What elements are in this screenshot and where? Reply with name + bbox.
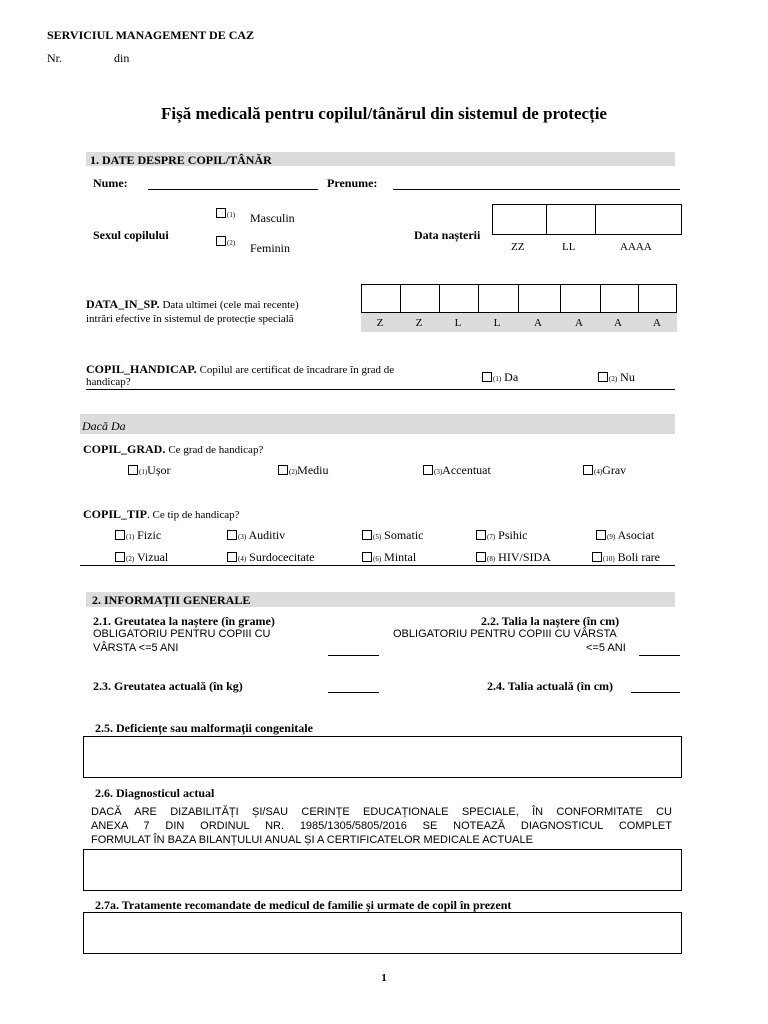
page-number: 1: [381, 972, 387, 984]
type-option-boli-rare[interactable]: (10) Boli rare: [592, 550, 660, 565]
type-option-vizual[interactable]: (2) Vizual: [115, 550, 168, 565]
diagnosis-note-line3: FORMULAT ÎN BAZA BILANȚULUI ANUAL ȘI A CERTIFICATELOR MEDICALE ACTUALE: [91, 834, 533, 846]
checkbox-type-auditiv[interactable]: [227, 530, 237, 540]
data-in-sp-text1: Data ultimei (cele mai recente): [162, 299, 299, 311]
grade-option-usor[interactable]: (1)Ușor: [128, 463, 171, 478]
current-weight-label: 2.3. Greutatea actuală (în kg): [93, 679, 243, 693]
checkbox-male[interactable]: [216, 208, 226, 218]
checkbox-handicap-yes[interactable]: [482, 372, 492, 382]
entry-date-divider: [560, 285, 561, 312]
checkbox-grade-usor[interactable]: [128, 465, 138, 475]
handicap-option-no[interactable]: (2) Nu: [598, 370, 635, 385]
current-height-label: 2.4. Talia actuală (în cm): [487, 679, 614, 693]
checkbox-type-somatic[interactable]: [362, 530, 372, 540]
if-yes-bar: [80, 414, 675, 434]
entry-date-boxes[interactable]: [361, 284, 677, 313]
checkbox-type-fizic[interactable]: [115, 530, 125, 540]
grade-question-text: Ce grad de handicap?: [168, 444, 264, 456]
deficiencies-label: 2.5. Deficiențe sau malformații congenitale: [95, 721, 313, 735]
handicap-underline: [86, 389, 675, 390]
sex-female-label: Feminin: [250, 241, 291, 255]
treatments-label: 2.7a. Tratamente recomandate de medicul de familie și urmate de copil în prezent: [95, 898, 512, 912]
entry-date-divider: [600, 285, 601, 312]
sex-option-male[interactable]: (1): [216, 206, 235, 221]
type-question: [83, 507, 240, 522]
birth-weight-field[interactable]: [328, 655, 379, 656]
entry-date-hint-letter: A: [653, 317, 661, 329]
handicap-code: COPIL_HANDICAP.: [86, 362, 197, 376]
current-height-field[interactable]: [631, 692, 680, 693]
birth-date-divider: [546, 205, 547, 234]
checkbox-type-boli-rare[interactable]: [592, 552, 602, 562]
if-yes-label: Dacă Da: [82, 419, 126, 433]
diagnosis-label: 2.6. Diagnosticul actual: [95, 786, 215, 800]
entry-date-divider: [478, 285, 479, 312]
name-field[interactable]: [148, 189, 318, 190]
birth-height-field[interactable]: [639, 655, 680, 656]
checkbox-grade-mediu[interactable]: [278, 465, 288, 475]
type-option-auditiv[interactable]: (3) Auditiv: [227, 528, 285, 543]
checkbox-type-vizual[interactable]: [115, 552, 125, 562]
handicap-text2: handicap?: [86, 376, 131, 388]
grade-question: [83, 442, 263, 457]
grade-code: COPIL_GRAD.: [83, 442, 166, 456]
entry-date-hint-letter: Z: [376, 317, 384, 329]
treatments-textbox[interactable]: [83, 912, 682, 954]
nr-label: Nr.: [47, 51, 62, 65]
type-option-somatic[interactable]: (5) Somatic: [362, 528, 424, 543]
birth-date-boxes[interactable]: [492, 204, 682, 235]
birth-height-label: 2.2. Talia la naștere (în cm): [481, 614, 620, 628]
birth-height-note2: <=5 ANI: [586, 642, 626, 654]
section1-heading: 1. DATE DESPRE COPIL/TÂNĂR: [90, 153, 272, 167]
handicap-question-line1: [86, 362, 394, 377]
checkbox-type-psihic[interactable]: [476, 530, 486, 540]
service-header: SERVICIUL MANAGEMENT DE CAZ: [47, 28, 255, 42]
checkbox-type-hiv-sida[interactable]: [476, 552, 486, 562]
handicap-text1: Copilul are certificat de încadrare în grad de: [199, 364, 395, 376]
checkbox-type-asociat[interactable]: [596, 530, 606, 540]
data-in-sp-code: DATA_IN_SP.: [86, 297, 160, 311]
surname-label: Prenume:: [327, 176, 378, 190]
birth-weight-note1: OBLIGATORIU PENTRU COPIII CU: [93, 628, 271, 640]
type-option-hiv-sida[interactable]: (8) HIV/SIDA: [476, 550, 551, 565]
entry-date-hint-letter: A: [534, 317, 542, 329]
data-in-sp-text2: intrări efective în sistemul de protecție specială: [86, 313, 294, 325]
birth-year-hint: AAAA: [620, 241, 652, 253]
sex-label: Sexul copilului: [93, 228, 169, 242]
entry-date-divider: [638, 285, 639, 312]
current-weight-field[interactable]: [328, 692, 379, 693]
checkbox-handicap-no[interactable]: [598, 372, 608, 382]
birth-height-note1: OBLIGATORIU PENTRU COPIII CU VÂRSTA: [393, 628, 617, 640]
diagnosis-note-line2: ANEXA 7 DIN ORDINUL NR. 1985/1305/5805/2016 SE NOTEAZĂ DIAGNOSTICUL COMPLET: [91, 820, 672, 832]
entry-date-divider: [400, 285, 401, 312]
checkbox-type-mintal[interactable]: [362, 552, 372, 562]
din-label: din: [114, 51, 130, 65]
checkbox-female[interactable]: [216, 236, 226, 246]
entry-date-hint-letter: A: [575, 317, 583, 329]
birth-month-hint: LL: [562, 241, 576, 253]
birth-day-hint: ZZ: [511, 241, 525, 253]
birth-weight-note2: VÂRSTA <=5 ANI: [93, 642, 179, 654]
checkbox-grade-grav[interactable]: [583, 465, 593, 475]
deficiencies-textbox[interactable]: [83, 736, 682, 778]
surname-field[interactable]: [393, 189, 680, 190]
birth-weight-label: 2.1. Greutatea la naștere (în grame): [93, 614, 275, 628]
entry-date-hint-letter: Z: [415, 317, 423, 329]
page-title: Fișă medicală pentru copilul/tânărul din sistemul de protecție: [161, 104, 607, 123]
checkbox-grade-accentuat[interactable]: [423, 465, 433, 475]
name-label: Nume:: [93, 176, 128, 190]
sex-option-female[interactable]: (2): [216, 234, 235, 249]
type-underline: [80, 565, 675, 566]
grade-option-mediu[interactable]: (2)Mediu: [278, 463, 329, 478]
sex-male-label: Masculin: [250, 211, 295, 225]
diagnosis-note-line1: DACĂ ARE DIZABILITĂȚI ȘI/SAU CERINȚE EDUCAȚIONALE SPECIALE, ÎN CONFORMITATE CU: [91, 806, 672, 818]
type-option-psihic[interactable]: (7) Psihic: [476, 528, 528, 543]
entry-date-hint-letter: L: [493, 317, 501, 329]
birth-date-divider: [595, 205, 596, 234]
entry-date-hint-letter: L: [454, 317, 462, 329]
handicap-option-yes[interactable]: (1) Da: [482, 370, 518, 385]
birth-date-label: Data nașterii: [414, 228, 481, 242]
type-question-text: . Ce tip de handicap?: [147, 509, 240, 521]
grade-option-grav[interactable]: (4)Grav: [583, 463, 626, 478]
checkbox-type-surdocecitate[interactable]: [227, 552, 237, 562]
entry-date-divider: [439, 285, 440, 312]
type-code: COPIL_TIP: [83, 507, 148, 521]
entry-date-hint-letter: A: [614, 317, 622, 329]
data-in-sp-line1: [86, 297, 299, 312]
section2-heading: 2. INFORMAȚII GENERALE: [92, 593, 251, 607]
diagnosis-textbox[interactable]: [83, 849, 682, 891]
type-option-asociat[interactable]: (9) Asociat: [596, 528, 654, 543]
grade-option-accentuat[interactable]: (3)Accentuat: [423, 463, 491, 478]
type-option-surdocecitate[interactable]: (4) Surdocecitate: [227, 550, 314, 565]
type-option-mintal[interactable]: (6) Mintal: [362, 550, 416, 565]
entry-date-divider: [518, 285, 519, 312]
type-option-fizic[interactable]: (1) Fizic: [115, 528, 161, 543]
